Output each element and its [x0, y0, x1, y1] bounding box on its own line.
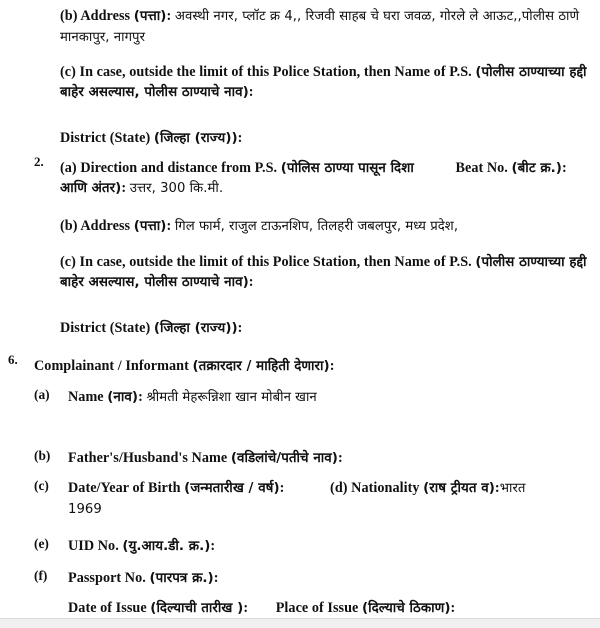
field-2b-address	[60, 216, 600, 237]
section-number-label: 6.	[8, 352, 18, 367]
field-6c-dob	[34, 478, 600, 519]
beat-no-separator: :	[561, 160, 567, 176]
field-label-mr-part1: (पोलिस ठाण्या पासून दिशा	[280, 161, 414, 176]
field-label-en: UID No.	[68, 538, 119, 554]
field-separator: :	[248, 274, 254, 291]
section-heading-mr: (तक्रारदार / माहिती देणारा)	[192, 359, 330, 374]
field-separator: :	[213, 570, 219, 586]
field-label-en: Address	[80, 8, 131, 24]
field-1b-address	[60, 6, 600, 47]
field-label-mr: (जिल्हा (राज्य))	[153, 321, 238, 336]
place-of-issue-label-mr: (दिल्याचे ठिकाण)	[362, 601, 451, 616]
beat-no-label-en: Beat No.	[455, 160, 508, 176]
field-separator: :	[237, 130, 243, 146]
nationality-label-mr: (राष ट्रीयत व)	[423, 481, 495, 496]
field-label-en: Direction and distance from P.S.	[80, 160, 278, 176]
field-separator: :	[121, 180, 127, 197]
field-marker: (c)	[60, 254, 76, 270]
field-label-mr: (पत्ता)	[133, 219, 167, 234]
section-number-6	[8, 351, 18, 369]
field-label-mr-part2: आणि अंतर)	[60, 181, 122, 197]
field-label-en: Father's/Husband's Name	[68, 450, 228, 466]
section-6-heading	[34, 356, 594, 376]
field-label-en: Date/Year of Birth	[68, 480, 181, 496]
date-of-issue-label-en: Date of Issue	[68, 600, 147, 616]
field-label-mr: (पोलीस ठाण्याच्या हद्दी बाहेर असल्यास, पोलीस ठाण्याचे नाव)	[60, 255, 587, 291]
field-separator: :	[210, 538, 216, 554]
field-label-en: Name	[68, 389, 104, 405]
date-of-issue-label-mr: (दिल्याची तारीख )	[150, 601, 244, 616]
field-1c-outside-limit	[60, 62, 600, 103]
field-separator: :	[138, 389, 143, 405]
field-1-district-state	[60, 128, 600, 149]
field-label-en: In case, outside the limit of this Police Station, then Name of P.S.	[79, 64, 472, 80]
field-separator: :	[279, 480, 285, 496]
field-issue-date-place	[68, 598, 600, 618]
field-marker: (b)	[60, 8, 78, 24]
field-value: अवस्थी नगर, प्लॉट क्र 4,, रिजवी साहब चे घरा जवळ, गोरले ले आऊट,,पोलीस ठाणे मानकापुर, नागपुर	[60, 9, 580, 45]
field-value: गिल फार्म, राजुल टाऊनशिप, तिलहरी जबलपुर, मध्य प्रदेश,	[174, 219, 459, 234]
field-marker: (b)	[34, 448, 51, 463]
field-separator: :	[166, 8, 172, 24]
field-separator: :	[166, 218, 172, 234]
place-of-issue-separator: :	[450, 600, 456, 616]
field-separator: :	[237, 320, 243, 336]
field-marker: (c)	[60, 64, 76, 80]
nationality-marker: (d)	[330, 480, 348, 496]
field-label-mr: (नाव)	[107, 390, 139, 405]
field-label-en: In case, outside the limit of this Police Station, then Name of P.S.	[79, 254, 472, 270]
field-label-en: District (State)	[60, 320, 151, 336]
field-marker: (c)	[34, 478, 49, 493]
field-label-mr: (पारपत्र क्र.)	[149, 571, 214, 586]
field-value: 1969	[68, 501, 102, 517]
field-label-mr: (पोलीस ठाण्याच्या हद्दी बाहेर असल्यास, पोलीस ठाण्याचे नाव)	[60, 65, 587, 101]
field-2-district-state	[60, 318, 600, 339]
field-separator: :	[248, 84, 254, 101]
field-2c-outside-limit	[60, 252, 600, 293]
field-label-mr: (पत्ता)	[133, 9, 167, 24]
field-label-en: Address	[80, 218, 131, 234]
field-marker: (f)	[34, 568, 48, 583]
field-label-mr: (वडिलांचे/पतीचे नाव)	[230, 451, 338, 466]
field-6f-passport-no	[34, 568, 594, 589]
section-number-label: 2.	[34, 154, 44, 169]
field-label-en: District (State)	[60, 130, 151, 146]
field-marker: (a)	[34, 387, 50, 402]
nationality-separator: :	[494, 480, 500, 496]
field-separator: :	[337, 450, 343, 466]
date-of-issue-separator: :	[243, 600, 249, 616]
field-6e-uid-no	[34, 536, 594, 557]
nationality-value: भारत	[499, 481, 526, 496]
field-marker: (b)	[60, 218, 78, 234]
beat-no-label-mr: (बीट क्र.)	[511, 161, 562, 176]
nationality-label-en: Nationality	[351, 480, 420, 496]
field-6a-name	[34, 387, 594, 408]
section-heading-en: Complainant / Informant	[34, 358, 189, 374]
field-2a-direction-distance	[60, 158, 600, 199]
field-value: उत्तर, 300 कि.मी.	[129, 181, 224, 197]
place-of-issue-label-en: Place of Issue	[275, 600, 359, 616]
field-marker: (e)	[34, 536, 49, 551]
section-heading-separator: :	[329, 358, 335, 374]
field-label-en: Passport No.	[68, 570, 146, 586]
field-label-mr: (जिल्हा (राज्य))	[153, 131, 238, 146]
field-label-mr: (जन्मतारीख / वर्ष)	[184, 481, 280, 496]
field-value: श्रीमती मेहरून्निशा खान मोबीन खान	[146, 390, 317, 405]
field-label-mr: (यु.आय.डी. क्र.)	[122, 539, 211, 554]
field-marker: (a)	[60, 160, 77, 176]
field-6b-father-husband-name	[34, 448, 594, 469]
section-number-2	[34, 153, 44, 171]
